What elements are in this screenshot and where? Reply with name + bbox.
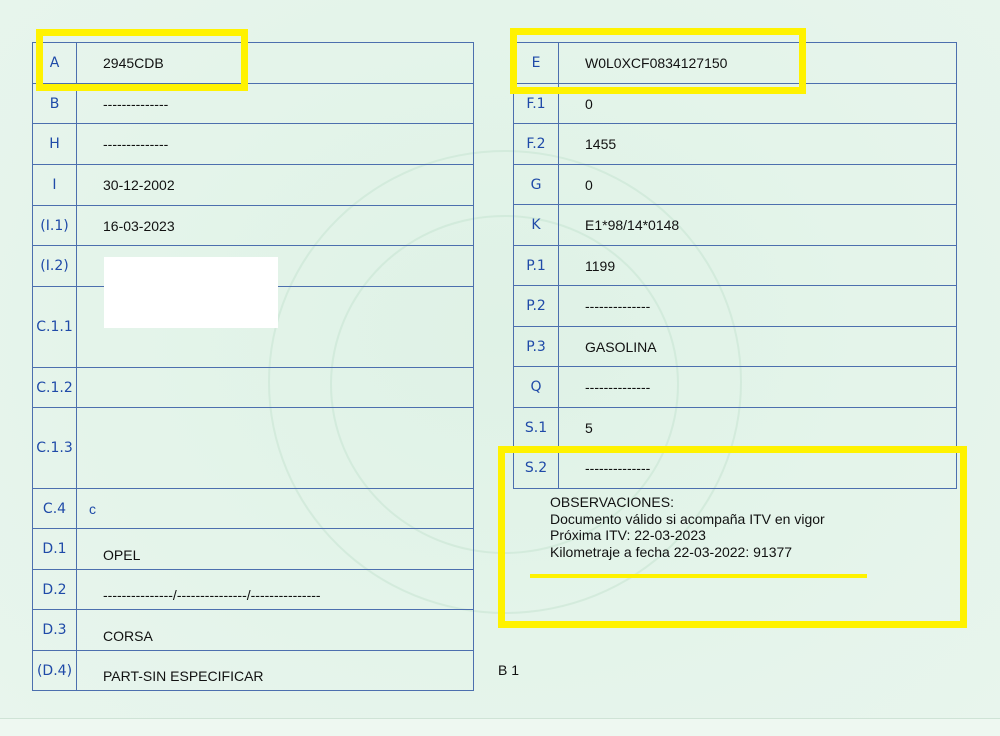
field-value-e: W0L0XCF0834127150	[559, 43, 957, 84]
field-value-c12	[77, 368, 474, 408]
field-value-g: 0	[559, 165, 957, 205]
observation-line: Documento válido si acompaña ITV en vigor	[550, 510, 825, 527]
field-label-c13: C.1.3	[33, 408, 77, 489]
field-value-i1: 16-03-2023	[77, 206, 474, 246]
highlight-underline	[530, 574, 867, 578]
field-value-p1: 1199	[559, 246, 957, 286]
field-label-q: Q	[514, 367, 559, 408]
field-row-q	[514, 367, 957, 408]
field-row-d4	[33, 651, 474, 691]
footer-code: B 1	[498, 662, 520, 678]
field-label-i: I	[33, 165, 77, 206]
field-label-c12: C.1.2	[33, 368, 77, 408]
field-label-c4: C.4	[33, 489, 77, 529]
field-value-d2: ---------------/---------------/---------------	[77, 570, 474, 610]
observations-title: OBSERVACIONES:	[550, 494, 674, 510]
field-label-p3: P.3	[514, 327, 559, 367]
field-value-d1: OPEL	[77, 529, 474, 570]
field-row-d3	[33, 610, 474, 651]
field-row-k	[514, 205, 957, 246]
field-label-s2: S.2	[514, 448, 559, 489]
field-row-i1	[33, 206, 474, 246]
field-row-c4	[33, 489, 474, 529]
field-row-p3	[514, 327, 957, 367]
field-value-f1: 0	[559, 84, 957, 124]
highlight-box-observations	[498, 446, 967, 628]
field-value-c13	[77, 408, 474, 489]
field-label-p1: P.1	[514, 246, 559, 286]
field-row-i	[33, 165, 474, 206]
page-bottom-edge	[0, 718, 1000, 736]
field-row-g	[514, 165, 957, 205]
field-label-d1: D.1	[33, 529, 77, 570]
field-label-f2: F.2	[514, 124, 559, 165]
field-row-h	[33, 124, 474, 165]
field-value-a: 2945CDB	[77, 43, 474, 84]
field-value-k: E1*98/14*0148	[559, 205, 957, 246]
observation-line: Próxima ITV: 22-03-2023	[550, 527, 706, 543]
field-row-d2	[33, 570, 474, 610]
field-label-c11: C.1.1	[33, 287, 77, 368]
field-label-f1: F.1	[514, 84, 559, 124]
redaction-patch	[104, 257, 278, 328]
field-value-i: 30-12-2002	[77, 165, 474, 206]
field-label-d3: D.3	[33, 610, 77, 651]
field-value-s2: --------------	[559, 448, 957, 489]
highlight-box-plate	[36, 29, 248, 91]
field-label-d4: (D.4)	[33, 651, 77, 691]
observation-line: Kilometraje a fecha 22-03-2022: 91377	[550, 543, 793, 560]
right-fields-table	[513, 42, 957, 489]
field-row-p2	[514, 286, 957, 327]
field-value-b: --------------	[77, 84, 474, 124]
field-label-d2: D.2	[33, 570, 77, 610]
field-label-i2: (I.2)	[33, 246, 77, 287]
field-value-f2: 1455	[559, 124, 957, 165]
field-label-i1: (I.1)	[33, 206, 77, 246]
field-value-s1: 5	[559, 408, 957, 448]
field-label-h: H	[33, 124, 77, 165]
field-row-c12	[33, 368, 474, 408]
field-label-b: B	[33, 84, 77, 124]
field-value-h: --------------	[77, 124, 474, 165]
highlight-box-vin	[510, 28, 806, 94]
field-value-d4: PART-SIN ESPECIFICAR	[77, 651, 474, 691]
field-label-k: K	[514, 205, 559, 246]
field-value-q: --------------	[559, 367, 957, 408]
field-row-p1	[514, 246, 957, 286]
field-row-s1	[514, 408, 957, 448]
field-label-p2: P.2	[514, 286, 559, 327]
field-label-e: E	[514, 43, 559, 84]
field-value-d3: CORSA	[77, 610, 474, 651]
field-value-p2: --------------	[559, 286, 957, 327]
field-label-g: G	[514, 165, 559, 205]
field-label-s1: S.1	[514, 408, 559, 448]
field-row-d1	[33, 529, 474, 570]
field-row-f2	[514, 124, 957, 165]
field-value-c4: c	[77, 489, 474, 529]
left-fields-table	[32, 42, 474, 691]
field-value-p3: GASOLINA	[559, 327, 957, 367]
field-row-c13	[33, 408, 474, 489]
field-label-a: A	[33, 43, 77, 84]
